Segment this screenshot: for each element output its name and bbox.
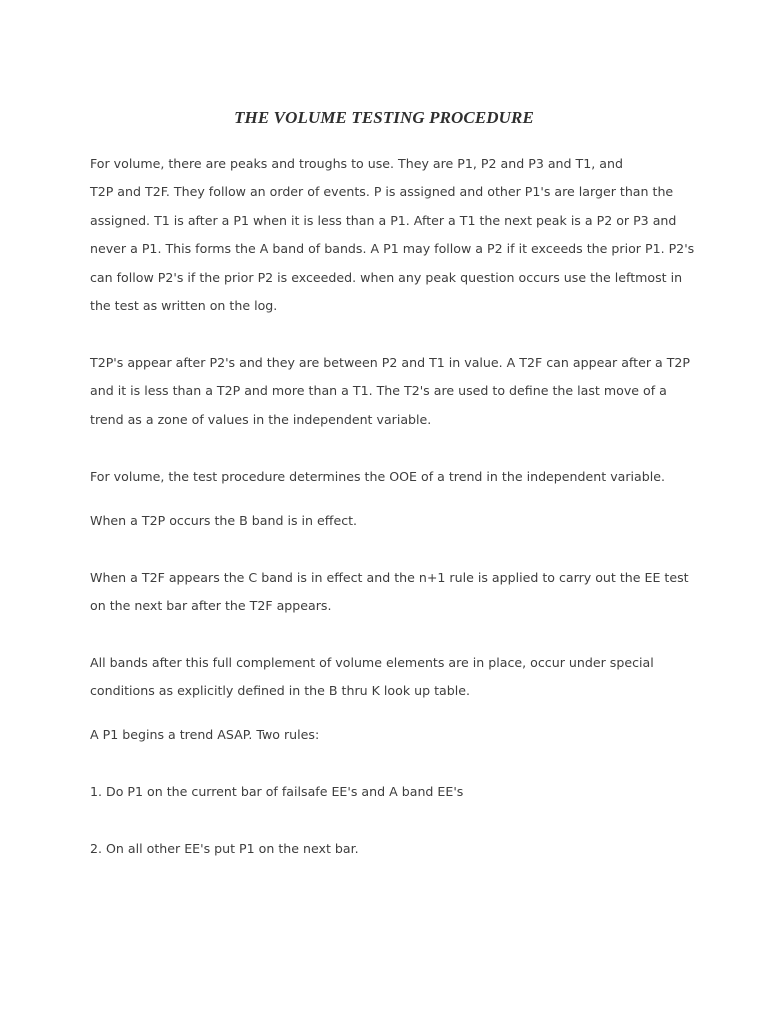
text-line: When a T2P occurs the B band is in effect. xyxy=(90,513,358,528)
text-line: can follow P2's if the prior P2 is exceeded. when any peak question occurs use the leftmost in xyxy=(90,269,683,285)
text-line: For volume, there are peaks and troughs to use. They are P1, P2 and P3 and T1, and xyxy=(90,156,623,171)
text-line: T2P and T2F. They follow an order of events. P is assigned and other P1's are larger than the xyxy=(90,184,674,200)
text-line: never a P1. This forms the A band of bands. A P1 may follow a P2 if it exceeds the prior P1. P2's xyxy=(90,241,695,257)
rule-item-2 xyxy=(90,835,675,863)
text-line: All bands after this full complement of volume elements are in place, occur under special xyxy=(90,655,654,670)
paragraph-test-procedure xyxy=(90,463,675,491)
text-line: and it is less than a T2P and more than a T1. The T2's are used to define the last move of a xyxy=(90,383,667,399)
paragraph-special-conditions xyxy=(90,649,675,706)
text-line: For volume, the test procedure determines the OOE of a trend in the independent variable. xyxy=(90,469,666,484)
paragraph-two-rules xyxy=(90,721,675,749)
text-line: assigned. T1 is after a P1 when it is less than a P1. After a T1 the next peak is a P2 or P3 and xyxy=(90,212,677,228)
rule-item-1 xyxy=(90,778,675,806)
text-line: on the next bar after the T2F appears. xyxy=(90,598,332,614)
text-line: A P1 begins a trend ASAP. Two rules: xyxy=(90,727,320,742)
paragraph-b-band xyxy=(90,507,675,535)
paragraph-peaks-troughs xyxy=(90,150,695,320)
paragraph-c-band xyxy=(90,564,689,621)
text-line: the test as written on the log. xyxy=(90,298,278,314)
text-line: trend as a zone of values in the independent variable. xyxy=(90,411,432,427)
text-line: T2P's appear after P2's and they are between P2 and T1 in value. A T2F can appear after a T2P xyxy=(90,355,691,370)
text-line: When a T2F appears the C band is in effect and the n+1 rule is applied to carry out the EE test xyxy=(90,570,689,585)
text-line: conditions as explicitly defined in the B thru K look up table. xyxy=(90,683,470,699)
document-title: THE VOLUME TESTING PROCEDURE xyxy=(234,108,534,127)
text-line: 1. Do P1 on the current bar of failsafe EE's and A band EE's xyxy=(90,784,464,799)
text-line: 2. On all other EE's put P1 on the next bar. xyxy=(90,841,359,856)
paragraph-t2-elements xyxy=(90,349,691,434)
